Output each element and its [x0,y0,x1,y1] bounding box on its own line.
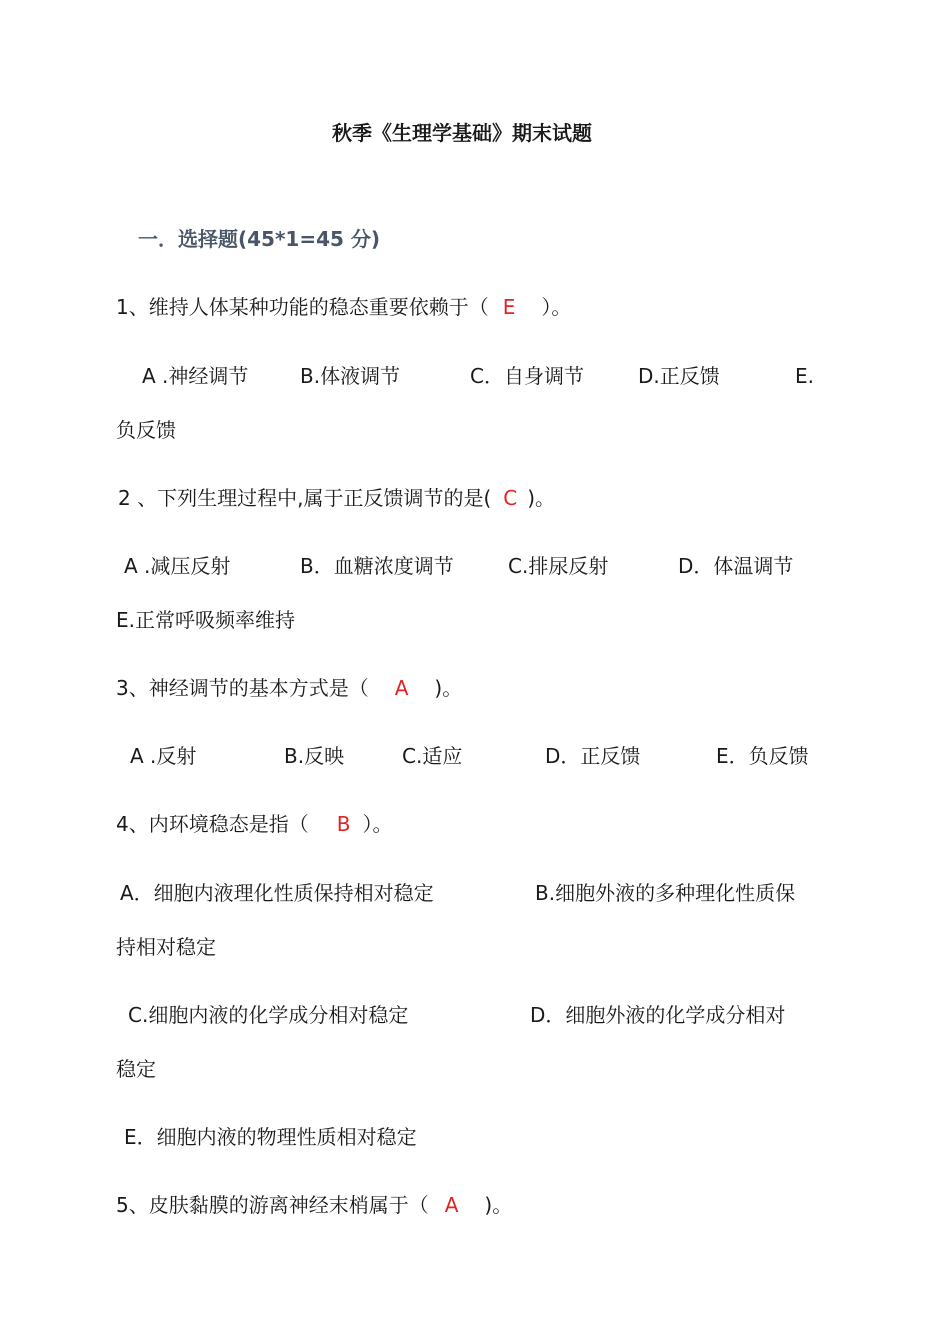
question-5 [116,1192,512,1218]
question-5-answer: A [444,1193,459,1217]
question-2-stem-end: )。 [527,486,556,510]
q1-option-c: C．自身调节 [470,364,584,388]
q2-option-a: A .减压反射 [124,554,231,578]
q1-option-d: D.正反馈 [638,364,720,388]
q3-option-e: E．负反馈 [716,744,809,768]
question-3 [116,675,462,701]
q1-option-e: E. [795,364,814,388]
question-4-stem: 4、内环境稳态是指（ [116,812,309,836]
q3-option-c: C.适应 [402,744,463,768]
question-4-answer: B [336,812,351,836]
q3-option-b: B.反映 [284,744,345,768]
question-4-stem-end: ）。 [362,812,393,836]
q1-option-b: B.体液调节 [300,364,401,388]
question-5-stem-end: )。 [484,1193,513,1217]
section-heading: 一．选择题(45*1=45 分) [138,227,381,251]
q2-option-d: D．体温调节 [678,554,794,578]
question-2 [118,485,555,511]
q3-option-a: A .反射 [130,744,197,768]
q2-option-b: B．血糖浓度调节 [300,554,454,578]
question-1 [116,294,571,320]
question-3-stem: 3、神经调节的基本方式是（ [116,676,369,700]
q2-option-c: C.排尿反射 [508,554,609,578]
document-title: 秋季《生理学基础》期末试题 [332,121,592,145]
question-1-stem-end: ）。 [541,295,572,319]
question-2-answer: C [503,486,518,510]
question-3-stem-end: )。 [434,676,463,700]
q4-option-d-cont: 稳定 [116,1057,156,1081]
q1-option-e-text: 负反馈 [116,418,176,442]
question-1-stem: 1、维持人体某种功能的稳态重要依赖于（ [116,295,489,319]
q2-option-e: E.正常呼吸频率维持 [116,608,295,632]
question-5-stem: 5、皮肤黏膜的游离神经末梢属于（ [116,1193,429,1217]
q4-option-c: C.细胞内液的化学成分相对稳定 [128,1003,409,1027]
question-4 [116,811,392,837]
q4-option-e: E．细胞内液的物理性质相对稳定 [124,1125,417,1149]
q4-option-b: B.细胞外液的多种理化性质保 [535,881,796,905]
q4-option-a: A．细胞内液理化性质保持相对稳定 [120,881,434,905]
q1-option-a: A .神经调节 [142,364,249,388]
q3-option-d: D．正反馈 [545,744,641,768]
question-3-answer: A [394,676,409,700]
question-1-answer: E [502,295,516,319]
question-2-stem: 2 、下列生理过程中,属于正反馈调节的是( [118,486,492,510]
q4-option-b-cont: 持相对稳定 [116,935,216,959]
q4-option-d: D．细胞外液的化学成分相对 [530,1003,786,1027]
